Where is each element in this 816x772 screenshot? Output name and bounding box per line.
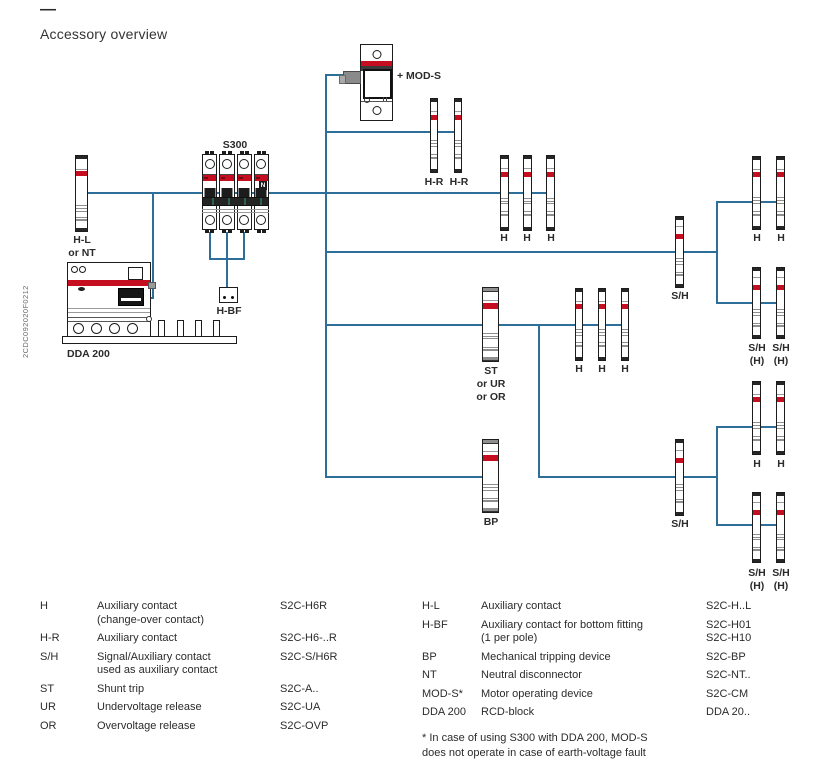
hbf-label: H-BF (216, 305, 242, 317)
legend-right-column (422, 600, 806, 725)
shh-label-line2: (H) (749, 355, 765, 367)
h-contact-strip (523, 155, 532, 231)
h-label: H (621, 363, 629, 375)
h-label: H (523, 232, 531, 244)
wire-h-pair-upper (716, 201, 780, 203)
s300-pole-2 (219, 154, 234, 230)
legend-code: S2C-CM (706, 687, 749, 700)
legend-term: UR (40, 701, 56, 713)
sh-label: S/H (671, 518, 689, 530)
h-contact-strip (752, 381, 761, 455)
dda-window (128, 267, 143, 280)
legend-desc: Mechanical tripping device (481, 650, 611, 663)
title-dash: — (40, 1, 56, 18)
shh-label-line2: (H) (749, 580, 765, 592)
legend-desc: Overvoltage release (97, 719, 196, 732)
h-label: H (753, 458, 761, 470)
shh-label-line1: S/H (748, 567, 766, 579)
legend-row (422, 651, 806, 665)
h-contact-strip (575, 288, 583, 361)
h-label: H (753, 232, 761, 244)
wire-trunk-vertical (325, 74, 327, 478)
dda-test-button (78, 287, 85, 291)
shh-label (748, 342, 766, 368)
st-label (476, 365, 505, 404)
wire-s300-pole1-drop (209, 232, 211, 260)
sh-label: S/H (671, 290, 689, 302)
legend-desc: RCD-block (481, 706, 535, 718)
wire-right-lower-vertical (716, 426, 718, 526)
legend-row (422, 706, 806, 720)
h-contact-strip (598, 288, 606, 361)
pole-top-terminal (256, 159, 266, 169)
legend-term: H-BF (422, 618, 448, 631)
wire-sh-lower-branch (538, 476, 718, 478)
pole-top-terminal (205, 159, 215, 169)
wire-s300-pole2-drop (226, 232, 228, 260)
s300-line (202, 209, 269, 210)
dda-side-tab (148, 282, 156, 289)
st-label-line2: or UR (476, 378, 506, 390)
bp-tripping-strip (482, 439, 499, 513)
document-code-vertical: 2CDC092020F0212 (21, 285, 30, 358)
wire-hr-branch (326, 131, 459, 133)
pole-red-band (255, 174, 268, 181)
shh-label-line1: S/H (748, 342, 766, 354)
hr-contact-strip (454, 98, 462, 173)
legend-code: S2C-H01 S2C-H10 (706, 618, 752, 644)
legend-code: DDA 20.. (706, 706, 751, 718)
st-release-strip (482, 287, 499, 362)
legend-code: S2C-BP (706, 650, 746, 663)
shh-label-line2: (H) (773, 580, 789, 592)
wire-shh-pair-lower (716, 524, 780, 526)
dda-indicator-circle (71, 266, 78, 273)
pole-bottom-terminal (239, 215, 249, 225)
dda200-device (67, 262, 151, 338)
footnote-line2: does not operate in case of earth-voltage fault (422, 746, 646, 759)
mod-s-detail-row (361, 97, 392, 102)
legend-code: S2C-OVP (280, 719, 329, 732)
legend-row (40, 701, 400, 715)
h-label: H (500, 232, 508, 244)
s300-handle-tiebar (202, 197, 269, 206)
legend-code: S2C-H..L (706, 600, 752, 612)
st-label-line1: ST (484, 365, 498, 377)
h-label: H (777, 232, 785, 244)
pole-red-band (238, 174, 251, 181)
dda-terminal-circle (127, 323, 138, 334)
mod-s-bottom-hole (372, 106, 381, 115)
page-title: Accessory overview (40, 26, 168, 42)
dda-small-circle (146, 316, 152, 322)
sh-contact-strip (675, 216, 684, 288)
legend-desc: Auxiliary contact (change-over contact) (97, 600, 204, 626)
legend-row (40, 651, 400, 678)
legend-row (40, 632, 400, 646)
pole-bottom-terminal (205, 215, 215, 225)
dda-line (68, 308, 150, 309)
shh-label-line1: S/H (772, 342, 790, 354)
pole-top-terminal (239, 159, 249, 169)
legend-footnote (422, 731, 648, 760)
wire-hbf-drop (226, 258, 228, 289)
hbf-device (219, 287, 238, 303)
h-label: H (547, 232, 555, 244)
h-contact-strip (776, 156, 785, 230)
legend-term: BP (422, 650, 437, 663)
hr-contact-strip (430, 98, 438, 173)
dda-terminal-circle (109, 323, 120, 334)
mod-s-device (360, 44, 393, 121)
s300-breaker (202, 151, 269, 233)
legend-code: S2C-H6-..R (280, 632, 337, 644)
dda-busbar-pin (195, 320, 202, 337)
legend-row (40, 683, 400, 697)
dda-terminal-circle (91, 323, 102, 334)
legend-term: S/H (40, 650, 59, 663)
wire-main-horizontal (80, 192, 551, 194)
legend-code: S2C-A.. (280, 682, 319, 695)
legend-row (40, 600, 400, 627)
legend-desc: Signal/Auxiliary contact used as auxiliary contact (97, 650, 218, 676)
legend-desc: Undervoltage release (97, 701, 202, 713)
legend-desc: Motor operating device (481, 687, 593, 700)
pole-top-terminal (222, 159, 232, 169)
dda-busbar-plate (62, 336, 237, 344)
shh-label (772, 342, 790, 368)
mod-s-top-hole (372, 50, 381, 59)
neutral-marker: N (260, 182, 266, 189)
dda-double-line (68, 317, 150, 322)
pole-red-band (203, 174, 216, 181)
wire-right-upper-vertical (716, 201, 718, 304)
legend-desc: Shunt trip (97, 682, 145, 695)
h-label: H (598, 363, 606, 375)
footnote-line1: * In case of using S300 with DDA 200, MOD-S (422, 732, 648, 744)
legend-desc: Neutral disconnector (481, 669, 582, 681)
legend-code: S2C-S/H6R (280, 650, 338, 663)
hr-label: H-R (449, 176, 469, 188)
dda-red-stripe (68, 280, 150, 286)
s300-pole-3 (237, 154, 252, 230)
mod-s-label: + MOD-S (397, 70, 442, 82)
mod-s-window (363, 69, 392, 99)
wire-shh-pair-upper (716, 302, 780, 304)
legend-row (422, 619, 806, 646)
hl-auxiliary-contact-strip (75, 155, 88, 232)
shh-contact-strip (752, 267, 761, 339)
st-label-line3: or OR (476, 391, 506, 403)
legend-code: S2C-NT.. (706, 669, 751, 681)
dda-line (68, 312, 150, 313)
legend-left-column (40, 600, 400, 738)
h-contact-strip (752, 156, 761, 230)
h-contact-strip (546, 155, 555, 231)
s300-pole-neutral (254, 154, 269, 230)
shh-contact-strip (752, 492, 761, 563)
wire-h-pair-lower (716, 426, 780, 428)
legend-term: ST (40, 682, 55, 695)
legend-row (422, 669, 806, 683)
dda-terminal-circle (73, 323, 84, 334)
hl-label-line1: H-L (73, 234, 91, 246)
h-contact-strip (776, 381, 785, 455)
sh-contact-strip (675, 439, 684, 516)
shh-contact-strip (776, 492, 785, 563)
pole-bottom-terminal (256, 215, 266, 225)
h-contact-strip (621, 288, 629, 361)
legend-desc: Auxiliary contact (481, 600, 562, 612)
dda-busbar-pin (177, 320, 184, 337)
legend-term: H (40, 600, 48, 612)
legend-row (422, 688, 806, 702)
shh-contact-strip (776, 267, 785, 339)
dda-busbar-pin (158, 320, 165, 337)
legend-row (40, 720, 400, 734)
legend-term: MOD-S* (422, 687, 463, 700)
legend-term: H-L (422, 600, 440, 612)
dda-busbar-pin (213, 320, 220, 337)
dda-indicator-circle (79, 266, 86, 273)
s300-line (202, 212, 269, 213)
s300-poles (202, 154, 269, 230)
legend-desc: Auxiliary contact for bottom fitting (1 per pole) (481, 618, 644, 644)
s300-pole-1 (202, 154, 217, 230)
wire-s300-pole3-drop (243, 232, 245, 260)
legend-code: S2C-UA (280, 701, 321, 713)
h-label: H (575, 363, 583, 375)
legend-row (422, 600, 806, 614)
dda-switch (118, 288, 144, 306)
h-contact-strip (500, 155, 509, 231)
s300-label: S300 (222, 139, 248, 151)
pole-red-band (220, 174, 233, 181)
mod-s-connector-knob (343, 71, 361, 84)
legend-term: DDA 200 (422, 706, 467, 718)
legend-desc: Auxiliary contact (97, 632, 178, 644)
hr-label: H-R (424, 176, 444, 188)
shh-label-line2: (H) (773, 355, 789, 367)
legend-code: S2C-H6R (280, 600, 328, 612)
h-label: H (777, 458, 785, 470)
pole-bottom-terminal (222, 215, 232, 225)
wire-sh-upper-branch (326, 251, 717, 253)
legend-term: OR (40, 719, 57, 732)
wire-bp-branch (325, 476, 490, 478)
dda-label: DDA 200 (67, 348, 110, 360)
shh-label (772, 567, 790, 593)
bp-label: BP (483, 516, 499, 528)
wire-mid-vertical (538, 324, 540, 478)
legend-term: NT (422, 669, 437, 681)
legend-term: H-R (40, 632, 60, 644)
hl-label-line2: or NT (68, 247, 96, 259)
shh-label (748, 567, 766, 593)
shh-label-line1: S/H (772, 567, 790, 579)
hl-label (68, 234, 95, 260)
